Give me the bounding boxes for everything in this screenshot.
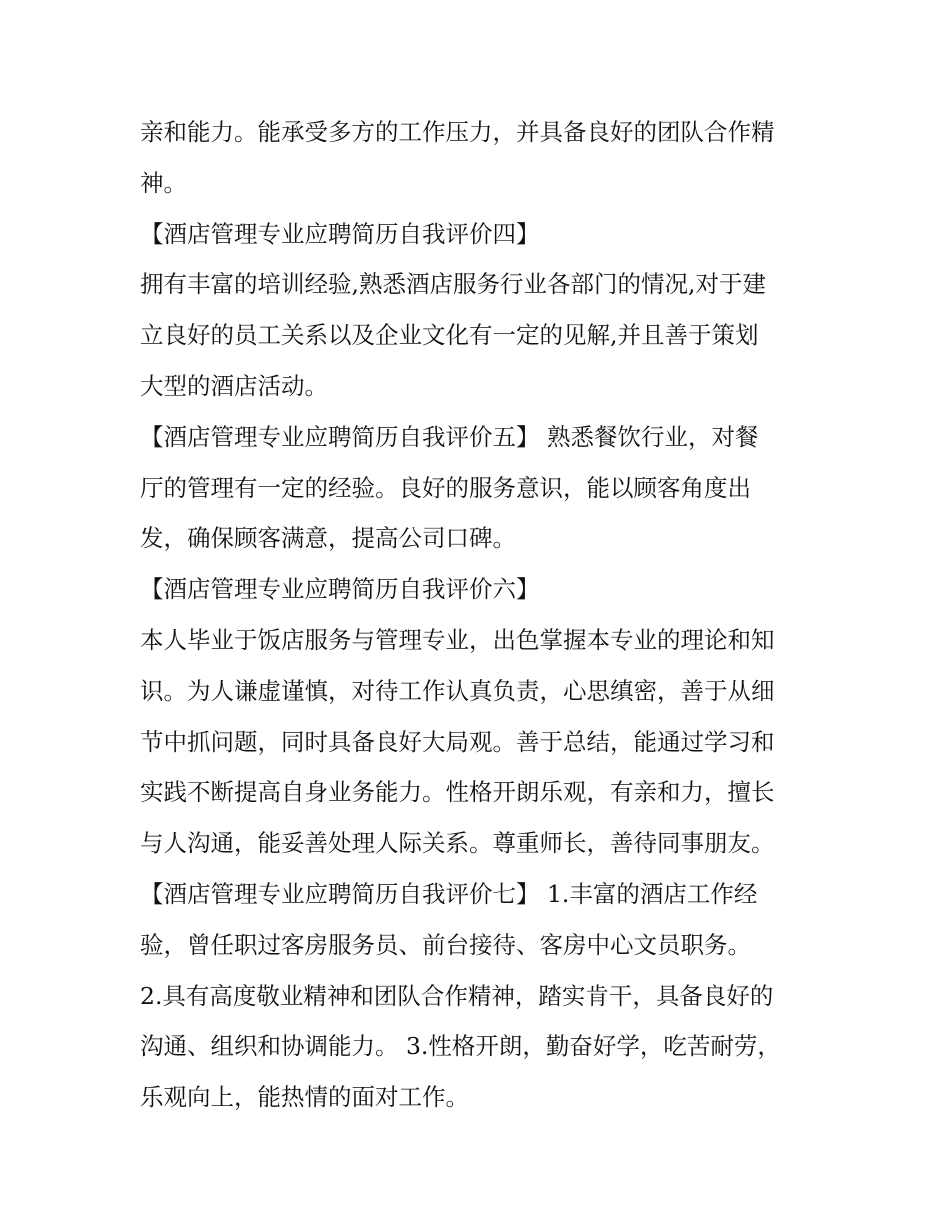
text-line: 验，曾任职过客房服务员、前台接待、客房中心文员职务。	[140, 930, 751, 959]
text-line: 本人毕业于饭店服务与管理专业，出色掌握本专业的理论和知	[140, 625, 775, 654]
text-line: 沟通、组织和协调能力。 3.性格开朗，勤奋好学，吃苦耐劳，	[140, 1032, 781, 1061]
text-line: 亲和能力。能承受多方的工作压力，并具备良好的团队合作精	[140, 118, 775, 146]
section-heading: 【酒店管理专业应聘简历自我评价五】 熟悉餐饮行业，对餐	[140, 422, 759, 451]
text-line: 乐观向上，能热情的面对工作。	[140, 1083, 469, 1112]
section-heading: 【酒店管理专业应聘简历自我评价七】 1.丰富的酒店工作经	[140, 879, 758, 908]
body-text	[140, 107, 820, 1123]
text-line: 与人沟通，能妥善处理人际关系。尊重师长，善待同事朋友。	[140, 829, 775, 858]
section-heading: 【酒店管理专业应聘简历自我评价六】	[140, 575, 540, 604]
text-line: 节中抓问题，同时具备良好大局观。善于总结，能通过学习和	[140, 727, 775, 756]
text-line: 厅的管理有一定的经验。良好的服务意识，能以顾客角度出	[140, 473, 751, 502]
text-line: 神。	[140, 168, 187, 197]
text-line: 发，确保顾客满意，提高公司口碑。	[140, 524, 516, 553]
section-heading: 【酒店管理专业应聘简历自我评价四】	[140, 219, 540, 248]
text-line: 立良好的员工关系以及企业文化有一定的见解,并且善于策划	[140, 321, 759, 350]
text-line: 拥有丰富的培训经验,熟悉酒店服务行业各部门的情况,对于建	[140, 270, 766, 299]
text-line: 2.具有高度敬业精神和团队合作精神，踏实肯干，具备良好的	[140, 981, 774, 1010]
text-line: 大型的酒店活动。	[140, 371, 328, 400]
text-line: 识。为人谦虚谨慎，对待工作认真负责，心思缜密，善于从细	[140, 676, 775, 705]
text-line: 实践不断提高自身业务能力。性格开朗乐观，有亲和力，擅长	[140, 778, 775, 807]
